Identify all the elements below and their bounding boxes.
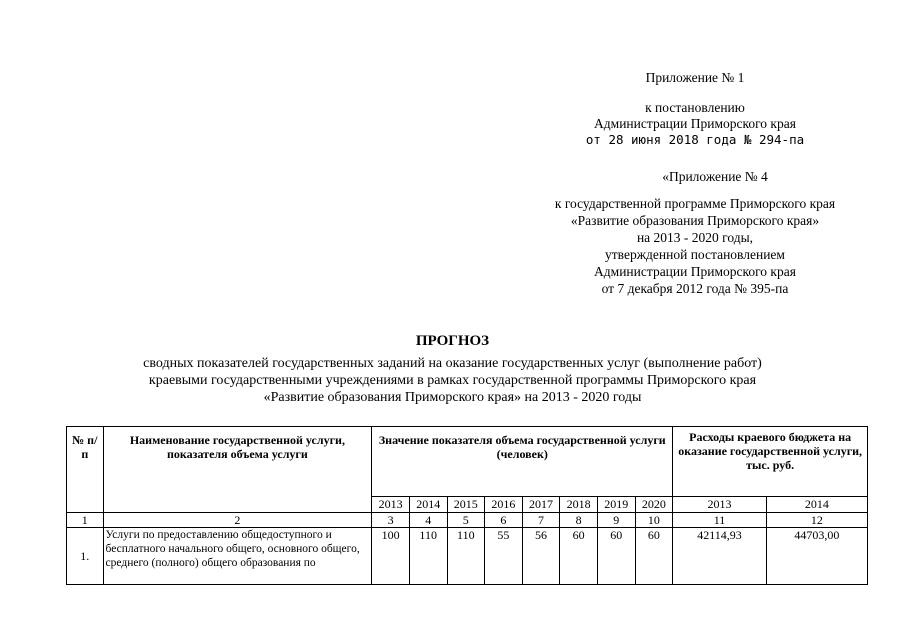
volume-year: 2018 [560, 497, 598, 513]
header-expenses: Расходы краевого бюджета на оказание государственной услуги, тыс. руб. [673, 427, 868, 497]
volume-year: 2014 [409, 497, 447, 513]
volume-value: 100 [372, 528, 410, 585]
volume-value: 60 [560, 528, 598, 585]
appendix-1-title: Приложение № 1 [645, 70, 745, 85]
row-number: 1. [67, 528, 104, 585]
appendix-1-block [585, 70, 805, 148]
appendix-1-line1: к постановлению [645, 100, 745, 115]
header-volume: Значение показателя объема государственной услуги (человек) [372, 427, 673, 497]
volume-value: 60 [597, 528, 635, 585]
volume-year: 2020 [635, 497, 673, 513]
column-number: 6 [485, 513, 523, 528]
volume-value: 110 [447, 528, 485, 585]
column-number: 2 [103, 513, 372, 528]
forecast-table [66, 426, 868, 585]
expense-year: 2014 [766, 497, 867, 513]
document-subtitle [0, 355, 905, 406]
appendix-4-line2: «Развитие образования Приморского края» [570, 213, 820, 228]
volume-year: 2015 [447, 497, 485, 513]
appendix-4-line6: от 7 декабря 2012 года № 395-па [601, 281, 789, 296]
appendix-1-line2: Администрации Приморского края [594, 116, 796, 131]
appendix-4-title: «Приложение № 4 [662, 169, 768, 184]
subtitle-line1: сводных показателей государственных заданий на оказание государственных услуг (выполнение работ) [143, 356, 762, 371]
header-service-name: Наименование государственной услуги, показателя объема услуги [103, 427, 372, 513]
service-name: Услуги по предоставлению общедоступного и бесплатного начального общего, основного общего, среднего (полного) общего образования по [103, 528, 372, 585]
column-number: 9 [597, 513, 635, 528]
expense-value: 44703,00 [766, 528, 867, 585]
volume-value: 56 [522, 528, 560, 585]
column-number: 1 [67, 513, 104, 528]
document-title: ПРОГНОЗ [415, 333, 490, 349]
volume-value: 110 [409, 528, 447, 585]
column-number: 12 [766, 513, 867, 528]
appendix-4-line5: Администрации Приморского края [594, 264, 796, 279]
appendix-4-block [530, 168, 860, 297]
expense-year: 2013 [673, 497, 767, 513]
column-number: 7 [522, 513, 560, 528]
appendix-4-line1: к государственной программе Приморского края [554, 196, 836, 211]
expense-value: 42114,93 [673, 528, 767, 585]
appendix-4-line4: утвержденной постановлением [605, 247, 785, 262]
column-number: 5 [447, 513, 485, 528]
volume-value: 55 [485, 528, 523, 585]
appendix-4-line3: на 2013 - 2020 годы, [636, 230, 754, 245]
column-number: 8 [560, 513, 598, 528]
header-num: № п/п [67, 427, 104, 513]
volume-value: 60 [635, 528, 673, 585]
volume-year: 2017 [522, 497, 560, 513]
appendix-1-date-stamp: от 28 июня 2018 года № 294-па [585, 132, 805, 147]
column-number: 11 [673, 513, 767, 528]
subtitle-line3: «Развитие образования Приморского края» на 2013 - 2020 годы [263, 390, 642, 405]
volume-year: 2016 [485, 497, 523, 513]
volume-year: 2013 [372, 497, 410, 513]
column-number: 4 [409, 513, 447, 528]
column-number: 10 [635, 513, 673, 528]
column-number: 3 [372, 513, 410, 528]
volume-year: 2019 [597, 497, 635, 513]
subtitle-line2: краевыми государственными учреждениями в рамках государственной программы Приморского края [148, 373, 757, 388]
table-row [67, 528, 868, 585]
